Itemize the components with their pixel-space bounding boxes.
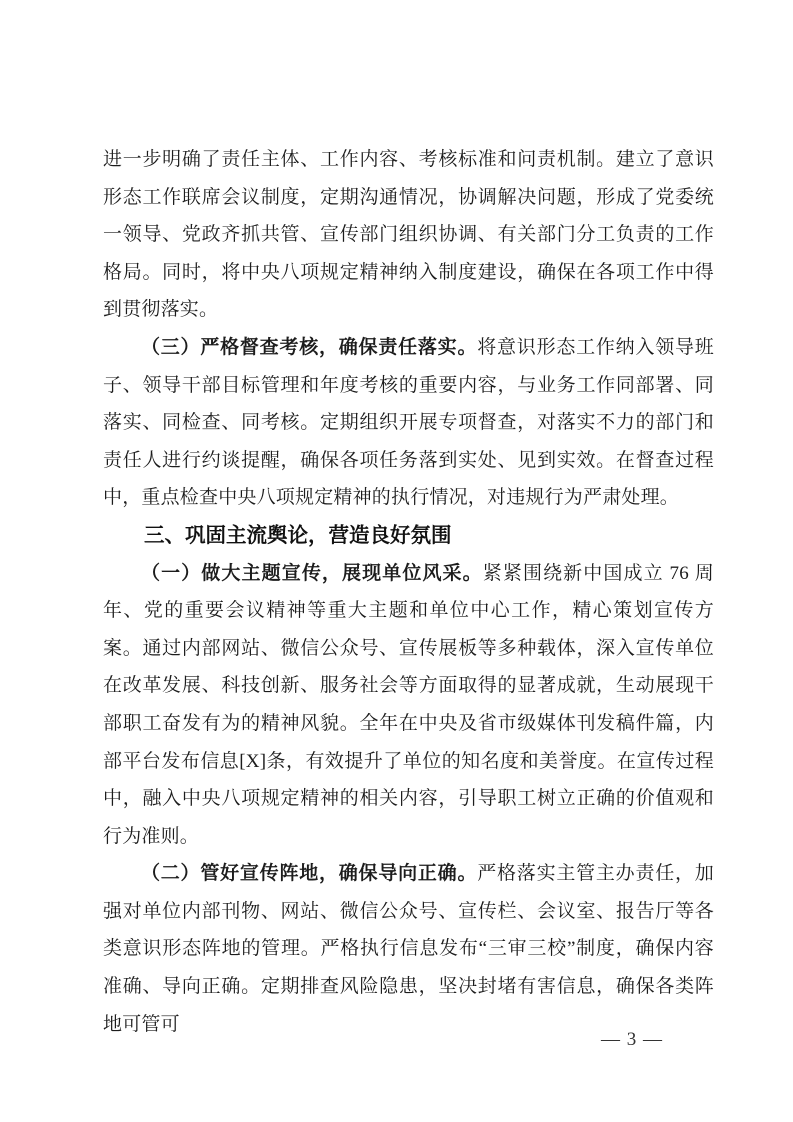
paragraph: （一）做大主题宣传，展现单位风采。紧紧围绕新中国成立 76 周年、党的重要会议精神等重大主题和单位中心工作，精心策划宣传方案。通过内部网站、微信公众号、宣传展板等多种载体，深入宣传单位在改革发展、科技创新、服务社会等方面取得的显著成就，生动展现干部职工奋发有为的精神风貌。全年在中央及省市级媒体刊发稿件篇，内部平台发布信息[X]条，有效提升了单位的知名度和美誉度。在宣传过程中，融入中央八项规定精神的相关内容，引导职工树立正确的价值观和行为准则。 xyxy=(103,562,714,847)
paragraph: 进一步明确了责任主体、工作内容、考核标准和问责机制。建立了意识形态工作联席会议制度，定期沟通情况，协调解决问题，形成了党委统一领导、党政齐抓共管、宣传部门组织协调、有关部门分工负责的工作格局。同时，将中央八项规定精神纳入制度建设，确保在各项工作中得到贯彻落实。 xyxy=(103,149,714,321)
paragraph-lead: （三）严格督查考核，确保责任落实。 xyxy=(141,336,478,358)
paragraph-lead: （二）管好宣传阵地，确保导向正确。 xyxy=(141,863,478,885)
document-body xyxy=(103,141,714,1043)
paragraph-lead: （一）做大主题宣传，展现单位风采。 xyxy=(141,562,483,584)
paragraph: （三）严格督查考核，确保责任落实。将意识形态工作纳入领导班子、领导干部目标管理和年度考核的重要内容，与业务工作同部署、同落实、同检查、同考核。定期组织开展专项督查，对落实不力的部门和责任人进行约谈提醒，确保各项任务落到实处、见到实效。在督查过程中，重点检查中央八项规定精神的执行情况，对违规行为严肃处理。 xyxy=(103,336,714,509)
section-heading: 三、巩固主流舆论，营造良好氛围 xyxy=(144,523,452,547)
page-number: — 3 — xyxy=(601,1029,663,1050)
paragraph: （二）管好宣传阵地，确保导向正确。严格落实主管主办责任，加强对单位内部刊物、网站、微信公众号、宣传栏、会议室、报告厅等各类意识形态阵地的管理。严格执行信息发布“三审三校”制度，确保内容准确、导向正确。定期排查风险隐患，坚决封堵有害信息，确保各类阵地可管可 xyxy=(103,863,714,1035)
